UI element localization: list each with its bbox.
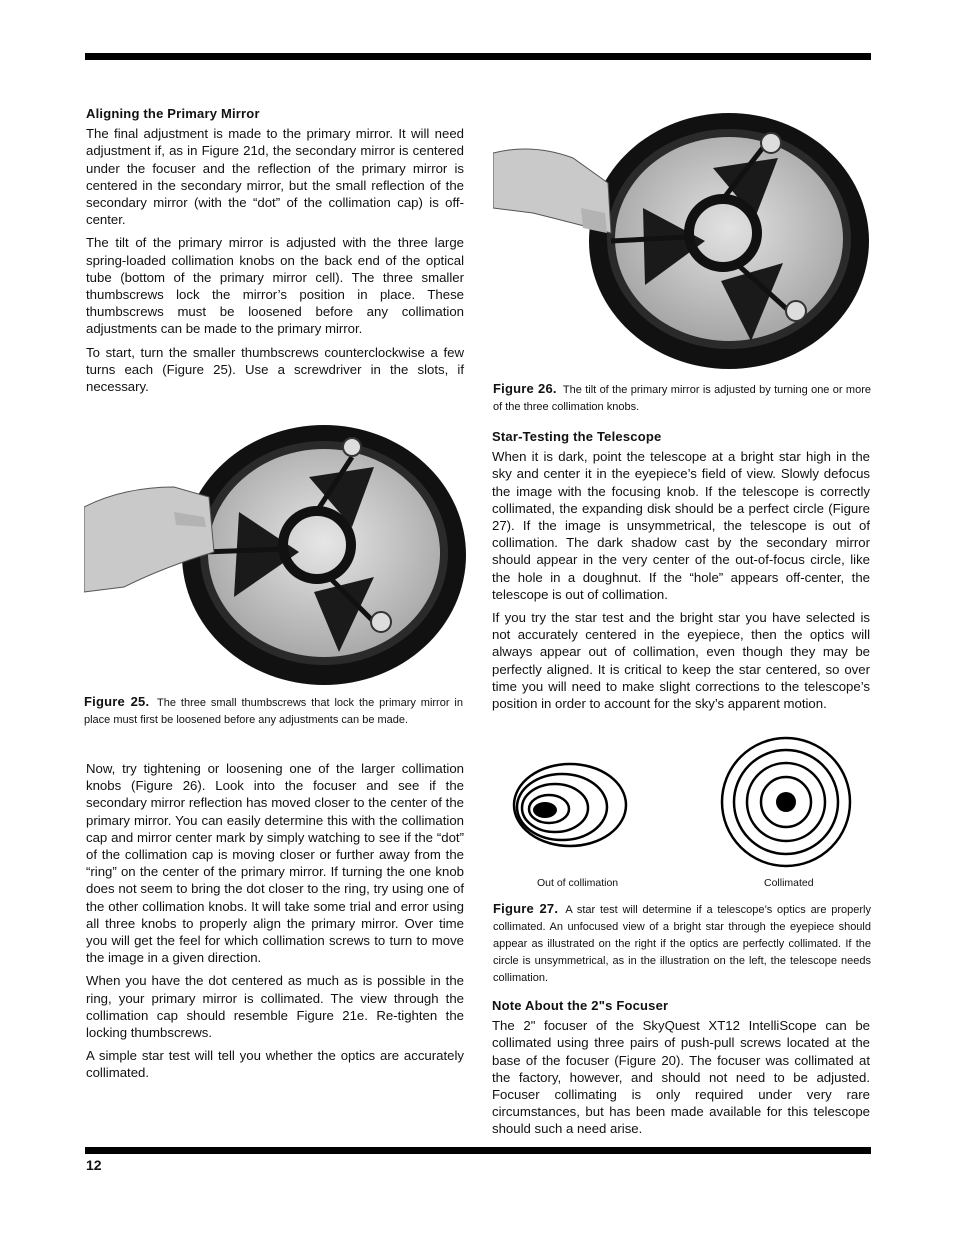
figure-27-text: A star test will determine if a telescope’s optics are properly collimated. An unfocused view of a bright star through the eyepiece should appear as illustrated on the right if the optics are perfectly collimated. If the circle is unsymmetrical, as in the illustration on the left, the telescope needs collimation.	[493, 904, 871, 984]
star-test-paragraph-1: When it is dark, point the telescope at a bright star high in the sky and center it in the eyepiece’s field of view. Slowly defocus the image with the focusing knob. If the telescope is correctly collimated, the expanding disk should be a perfect circle (Figure 27). If the image is unsymmetrical, the telescope is out of collimation. The dark shadow cast by the secondary mirror should appear in the very center of the out-of-focus circle, like the hole in a doughnut. If the “hole” appears off-center, the telescope is out of collimation.	[492, 449, 870, 602]
figure-26-photo	[493, 113, 871, 373]
aligning-paragraph-1: The final adjustment is made to the primary mirror. It will need adjustment if, as in Figure 21d, the secondary mirror is centered under the focuser and the reflection of the primary mirror is centered in the secondary mirror, but the small reflection of the secondary mirror (with the “dot” of the collimation cap) is off-center.	[86, 126, 464, 228]
star-test-section	[492, 428, 870, 718]
left-lower-paragraph-2: When you have the dot centered as much as is possible in the ring, your primary mirror is collimated. The view through the collimation cap should resemble Figure 21e. Re-tighten the locking thumbscrews.	[86, 973, 464, 1041]
left-lower-paragraph-1: Now, try tightening or loosening one of the larger collimation knobs (Figure 26). Look into the focuser and see if the secondary mirror reflection has moved closer to the center of the primary mirror. You can easily determine this with the collimation cap and mirror center mark by simply watching to see if the “dot” of the collimation cap is moving closer or further away from the “ring” on the center of the primary mirror. If turning the one knob does not seem to bring the dot closer to the ring, try using one of the other collimation knobs. It will take some trial and error using all three knobs to properly align the primary mirror. Over time you will get the feel for which collimation screws to turn to move the image in a given direction.	[86, 761, 464, 966]
out-of-collimation-label: Out of collimation	[537, 877, 619, 889]
aligning-section	[86, 105, 464, 401]
collimated-shadow	[776, 792, 796, 812]
figure-26-text: The tilt of the primary mirror is adjusted by turning one or more of the three collimation knobs.	[493, 384, 871, 413]
collimated-label: Collimated	[764, 877, 814, 889]
focuser-section	[492, 997, 870, 1144]
star-test-heading: Star-Testing the Telescope	[492, 429, 662, 444]
bottom-rule	[85, 1147, 871, 1154]
figure-26-label: Figure 26.	[493, 381, 557, 396]
top-rule	[85, 53, 871, 60]
aligning-paragraph-2: The tilt of the primary mirror is adjusted with the three large spring-loaded collimation knobs on the back end of the optical tube (bottom of the primary mirror cell). The three smaller thumbscrews lock the mirror’s position in place. These thumbscrews must be loosened before any collimation adjustments can be made to the primary mirror.	[86, 235, 464, 337]
page-number: 12	[86, 1157, 102, 1173]
out-of-collimation-shadow	[533, 802, 557, 818]
figure-25-photo	[84, 417, 466, 685]
figure-27-label: Figure 27.	[493, 901, 559, 916]
left-lower-paragraph-3: A simple star test will tell you whether the optics are accurately collimated.	[86, 1048, 464, 1081]
figure-27-caption	[493, 900, 871, 987]
figure-27-diagram	[500, 735, 870, 895]
focuser-heading: Note About the 2"s Focuser	[492, 998, 669, 1013]
left-lower-section	[86, 760, 464, 1088]
star-test-paragraph-2: If you try the star test and the bright star you have selected is not accurately centered in the eyepiece, then the optics will always appear out of collimation, even though they may be perfectly aligned. It is critical to keep the star centered, so over time you will need to make slight corrections to the telescope’s position in order to account for the sky’s apparent motion.	[492, 610, 870, 712]
focuser-paragraph-1: The 2" focuser of the SkyQuest XT12 IntelliScope can be collimated using three pairs of push-pull screws located at the base of the focuser (Figure 20). The focuser was collimated at the factory, however, and should not need to be adjusted. Focuser collimating is only required under very rare circumstances, but has been made available for this telescope should such a need arise.	[492, 1018, 870, 1137]
figure-26-caption	[493, 380, 871, 416]
figure-25-caption	[84, 693, 463, 729]
star-test-illustration	[500, 735, 870, 875]
out-of-collimation-rings	[514, 764, 626, 846]
aligning-heading: Aligning the Primary Mirror	[86, 106, 260, 121]
figure-25-label: Figure 25.	[84, 694, 150, 709]
figure-25-text: The three small thumbscrews that lock the primary mirror in place must first be loosened before any adjustments can be made.	[84, 697, 463, 726]
aligning-paragraph-3: To start, turn the smaller thumbscrews counterclockwise a few turns each (Figure 25). Use a screwdriver in the slots, if necessary.	[86, 344, 464, 395]
